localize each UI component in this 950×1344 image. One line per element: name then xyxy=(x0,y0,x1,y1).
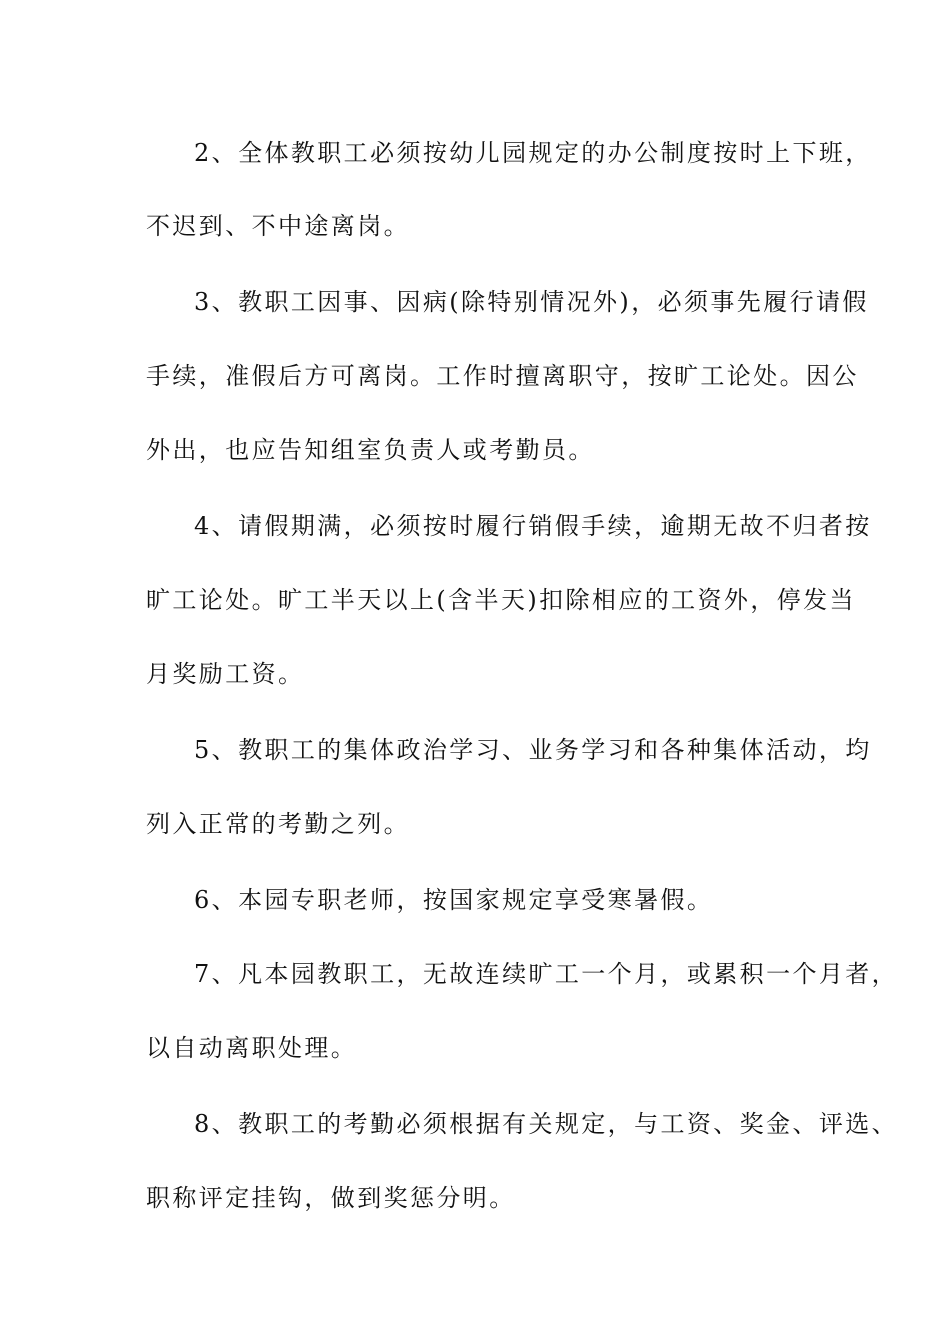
rule-4-line-2: 旷工论处。旷工半天以上(含半天)扣除相应的工资外，停发当 xyxy=(146,586,856,614)
rule-7-line-2: 以自动离职处理。 xyxy=(146,1034,358,1062)
rule-6-line-1: 6、本园专职老师，按国家规定享受寒暑假。 xyxy=(194,886,714,914)
rule-5-line-2: 列入正常的考勤之列。 xyxy=(146,810,410,838)
rule-4-line-3: 月奖励工资。 xyxy=(146,660,305,688)
rule-3-line-1: 3、教职工因事、因病(除特别情况外)，必须事先履行请假 xyxy=(194,288,869,316)
rule-8-line-1: 8、教职工的考勤必须根据有关规定，与工资、奖金、评选、 xyxy=(194,1110,899,1138)
rule-7-line-1: 7、凡本园教职工，无故连续旷工一个月，或累积一个月者， xyxy=(194,960,899,988)
rule-8-line-2: 职称评定挂钩，做到奖惩分明。 xyxy=(146,1184,516,1212)
rule-3-line-2: 手续，准假后方可离岗。工作时擅离职守，按旷工论处。因公 xyxy=(146,362,859,390)
rule-2-line-1: 2、全体教职工必须按幼儿园规定的办公制度按时上下班， xyxy=(194,139,872,167)
rule-3-line-3: 外出，也应告知组室负责人或考勤员。 xyxy=(146,436,595,464)
rule-5-line-1: 5、教职工的集体政治学习、业务学习和各种集体活动，均 xyxy=(194,736,872,764)
rule-2-line-2: 不迟到、不中途离岗。 xyxy=(146,212,410,240)
rule-4-line-1: 4、请假期满，必须按时履行销假手续，逾期无故不归者按 xyxy=(194,512,872,540)
